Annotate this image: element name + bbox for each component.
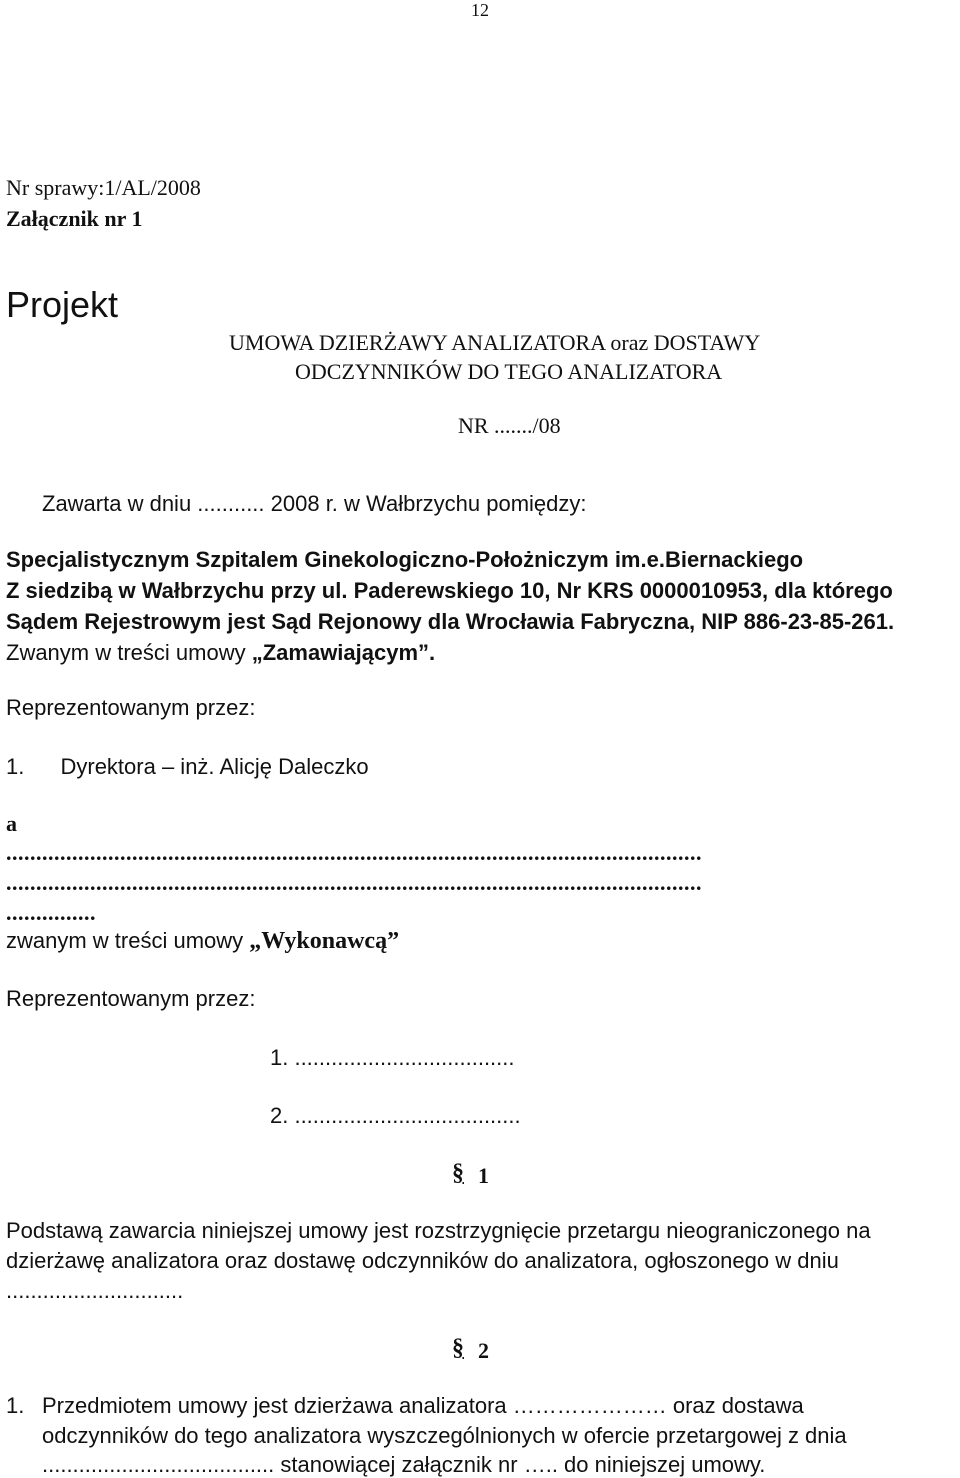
party2-dots2: ....................................................................................................................: [6, 870, 702, 895]
party1-called: [6, 640, 435, 666]
contract-number: NR ......./08: [458, 413, 561, 438]
contract-title-line1: UMOWA DZIERŻAWY ANALIZATORA oraz DOSTAWY: [229, 330, 761, 355]
attachment-label: Załącznik nr 1: [6, 206, 143, 231]
section1-number: 1: [478, 1163, 489, 1188]
party1-line2: Z siedzibą w Wałbrzychu przy ul. Paderewskiego 10, Nr KRS 0000010953, dla którego: [6, 578, 893, 603]
project-label: Projekt: [6, 284, 119, 325]
party1-called-name: „Zamawiającym”.: [251, 640, 436, 665]
party2-rep2: 2. .....................................: [270, 1103, 521, 1128]
party1-rep1-number: 1.: [6, 754, 25, 779]
party1-rep1-title: Dyrektora – inż.: [60, 754, 215, 779]
party2-dots1: ....................................................................................................................: [6, 840, 702, 865]
party2-and: a: [6, 811, 17, 836]
party1-rep1: [6, 754, 369, 780]
section2-number: 2: [478, 1338, 489, 1363]
party1-called-prefix: Zwanym w treści umowy: [6, 640, 252, 665]
section1-line3: .............................: [6, 1278, 184, 1303]
contract-concluded: Zawarta w dniu ........... 2008 r. w Wałbrzychu pomiędzy:: [42, 491, 587, 516]
party2-called: [6, 928, 399, 955]
contract-title-line2: ODCZYNNIKÓW DO TEGO ANALIZATORA: [295, 359, 723, 384]
section1-symbol: §: [452, 1160, 464, 1186]
party1-line3: Sądem Rejestrowym jest Sąd Rejonowy dla Wrocławia Fabryczna, NIP 886-23-85-261.: [6, 609, 895, 634]
section1-line1: Podstawą zawarcia niniejszej umowy jest rozstrzygnięcie przetargu nieograniczonego na: [6, 1218, 871, 1243]
party2-represented: Reprezentowanym przez:: [6, 986, 256, 1011]
party1-represented: Reprezentowanym przez:: [6, 695, 256, 720]
section1-line2: dzierżawę analizatora oraz dostawę odczynników do analizatora, ogłoszonego w dniu: [6, 1248, 839, 1273]
section2-line2: odczynników do tego analizatora wyszczególnionych w ofercie przetargowej z dnia: [42, 1423, 847, 1448]
page-number: 12: [471, 0, 489, 20]
party2-dots3: ...............: [6, 900, 96, 925]
party2-called-name: „Wykonawcą”: [249, 928, 400, 954]
section2-line3: ...................................... stanowiącej załącznik nr ….. do niniejszej umowy.: [42, 1452, 766, 1477]
party2-rep1: 1. ....................................: [270, 1045, 515, 1070]
section2-symbol: §: [452, 1335, 464, 1361]
section2-item-number: 1.: [6, 1393, 25, 1418]
party1-rep1-name: Alicję Daleczko: [214, 754, 369, 779]
party2-called-prefix: zwanym w treści umowy: [6, 928, 250, 953]
party1-line1: Specjalistycznym Szpitalem Ginekologiczno-Położniczym im.e.Biernackiego: [6, 547, 804, 572]
section2-line1: Przedmiotem umowy jest dzierżawa analizatora ………………… oraz dostawa: [42, 1393, 804, 1418]
case-number: Nr sprawy:1/AL/2008: [6, 175, 201, 200]
